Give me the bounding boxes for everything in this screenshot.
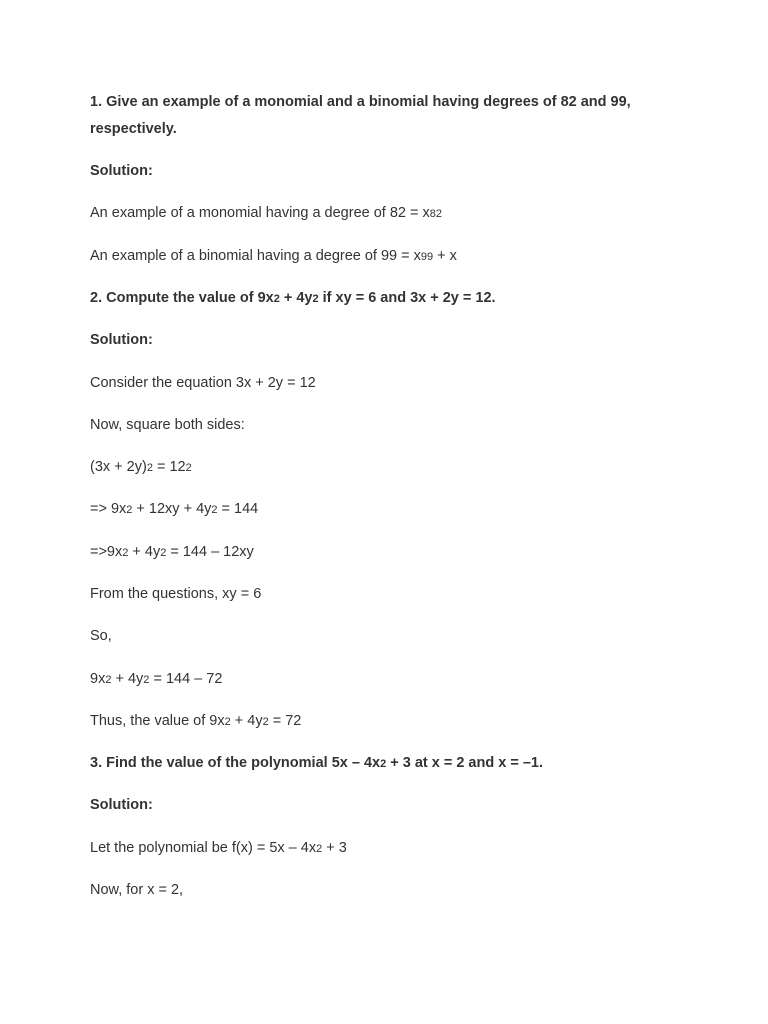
q3-solution-label: Solution: — [90, 797, 153, 813]
q2-question: 2. Compute the value of 9x2 + 4y2 if xy = 6 and 3x + 2y = 12. — [90, 290, 496, 306]
q1-binomial-example: An example of a binomial having a degree of 99 = x99 + x — [90, 248, 457, 264]
q2-from: From the questions, xy = 6 — [90, 586, 262, 602]
q2-consider: Consider the equation 3x + 2y = 12 — [90, 375, 316, 391]
q1-question-line2: respectively. — [90, 121, 177, 137]
q1-solution-label: Solution: — [90, 163, 153, 179]
q2-eq3: =>9x2 + 4y2 = 144 – 12xy — [90, 544, 254, 560]
q3-now: Now, for x = 2, — [90, 882, 184, 898]
q1-question-line1: 1. Give an example of a monomial and a binomial having degrees of 82 and 99, — [90, 94, 631, 110]
q2-eq4: 9x2 + 4y2 = 144 – 72 — [90, 671, 223, 687]
q2-eq1: (3x + 2y)2 = 122 — [90, 459, 192, 475]
q2-thus: Thus, the value of 9x2 + 4y2 = 72 — [90, 713, 302, 729]
q2-solution-label: Solution: — [90, 332, 153, 348]
q1-monomial-example: An example of a monomial having a degree of 82 = x82 — [90, 205, 443, 221]
q3-let: Let the polynomial be f(x) = 5x – 4x2 + 3 — [90, 840, 347, 856]
q3-question: 3. Find the value of the polynomial 5x – 4x2 + 3 at x = 2 and x = –1. — [90, 755, 543, 771]
q2-so: So, — [90, 628, 112, 644]
q2-eq2: => 9x2 + 12xy + 4y2 = 144 — [90, 501, 259, 517]
q2-square: Now, square both sides: — [90, 417, 245, 433]
